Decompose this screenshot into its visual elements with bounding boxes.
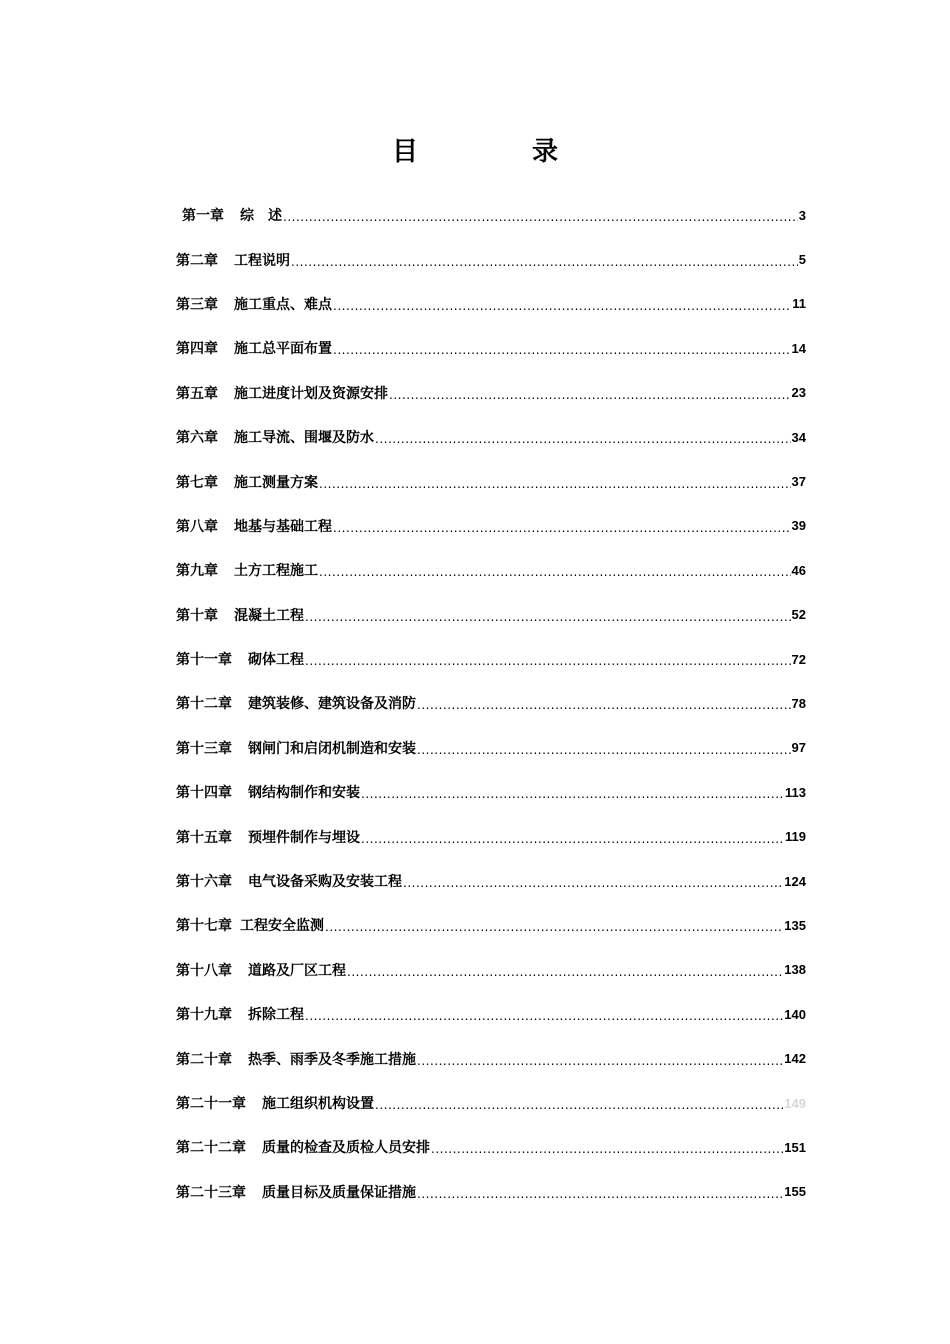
- toc-dot-leader: [305, 654, 791, 668]
- toc-chapter-title: 质量目标及质量保证措施: [262, 1184, 416, 1201]
- toc-page-number: 138: [784, 962, 806, 978]
- toc-chapter-number: 第十九章: [176, 1007, 232, 1024]
- toc-page-number: 39: [791, 518, 806, 534]
- toc-chapter-number: 第二章: [176, 252, 218, 269]
- toc-entry[interactable]: [176, 770, 806, 814]
- toc-list: [176, 193, 806, 1214]
- toc-dot-leader: [375, 432, 791, 446]
- toc-chapter-title: 施工总平面布置: [234, 341, 332, 358]
- toc-dot-leader: [389, 388, 791, 402]
- toc-page-number: 142: [784, 1051, 806, 1067]
- toc-page-number: 72: [791, 651, 806, 667]
- toc-entry[interactable]: [176, 371, 806, 415]
- toc-dot-leader: [417, 1187, 783, 1201]
- toc-dot-leader: [325, 920, 783, 934]
- toc-page-number: 151: [784, 1139, 806, 1155]
- toc-dot-leader: [319, 477, 791, 491]
- toc-dot-leader: [305, 610, 791, 624]
- toc-dot-leader: [333, 299, 791, 313]
- toc-chapter-number: 第二十二章: [176, 1140, 246, 1157]
- toc-dot-leader: [283, 210, 798, 224]
- toc-chapter-title: 建筑装修、建筑设备及消防: [248, 696, 416, 713]
- toc-entry[interactable]: [176, 282, 806, 326]
- toc-chapter-title: 质量的检查及质检人员安排: [262, 1140, 430, 1157]
- toc-entry[interactable]: [176, 504, 806, 548]
- toc-entry[interactable]: [176, 726, 806, 770]
- toc-page-number: 37: [791, 474, 806, 490]
- toc-chapter-number: 第四章: [176, 341, 218, 358]
- toc-chapter-title: 综 述: [240, 208, 282, 225]
- toc-chapter-title: 地基与基础工程: [234, 518, 332, 535]
- toc-page-number: 23: [791, 385, 806, 401]
- toc-page-number: 155: [784, 1184, 806, 1200]
- toc-chapter-number: 第六章: [176, 430, 218, 447]
- toc-entry[interactable]: [176, 237, 806, 281]
- toc-chapter-title: 拆除工程: [248, 1007, 304, 1024]
- toc-page-number: 46: [791, 562, 806, 578]
- toc-page-number: 149: [784, 1095, 806, 1111]
- toc-entry[interactable]: [176, 903, 806, 947]
- toc-dot-leader: [417, 743, 791, 757]
- toc-dot-leader: [417, 698, 791, 712]
- toc-entry[interactable]: [176, 992, 806, 1036]
- toc-entry[interactable]: [176, 681, 806, 725]
- toc-dot-leader: [361, 832, 784, 846]
- toc-chapter-number: 第十章: [176, 607, 218, 624]
- toc-page-number: 52: [791, 607, 806, 623]
- toc-entry[interactable]: [176, 948, 806, 992]
- toc-chapter-title: 土方工程施工: [234, 563, 318, 580]
- toc-dot-leader: [305, 1009, 783, 1023]
- toc-chapter-number: 第十四章: [176, 785, 232, 802]
- toc-chapter-number: 第九章: [176, 563, 218, 580]
- toc-chapter-title: 施工组织机构设置: [262, 1096, 374, 1112]
- toc-entry[interactable]: [176, 415, 806, 459]
- toc-page-number: 97: [791, 740, 806, 756]
- toc-chapter-number: 第十五章: [176, 829, 232, 846]
- toc-page-number: 113: [785, 784, 806, 800]
- toc-chapter-number: 第二十章: [176, 1051, 232, 1068]
- toc-entry[interactable]: [176, 326, 806, 370]
- toc-chapter-number: 第十七章: [176, 918, 232, 935]
- toc-dot-leader: [333, 343, 791, 357]
- toc-dot-leader: [291, 255, 798, 269]
- toc-entry[interactable]: [176, 1081, 806, 1125]
- toc-entry[interactable]: [176, 814, 806, 858]
- toc-chapter-title: 砌体工程: [248, 652, 304, 669]
- toc-chapter-number: 第十一章: [176, 652, 232, 669]
- toc-chapter-number: 第三章: [176, 296, 218, 313]
- toc-chapter-title: 钢闸门和启闭机制造和安装: [248, 740, 416, 757]
- toc-page-number: 14: [791, 340, 806, 356]
- toc-chapter-title: 工程说明: [234, 252, 290, 269]
- toc-dot-leader: [347, 965, 783, 979]
- toc-page-number: 135: [784, 917, 806, 933]
- toc-dot-leader: [375, 1098, 783, 1112]
- toc-chapter-number: 第十三章: [176, 740, 232, 757]
- toc-entry[interactable]: [176, 193, 806, 237]
- toc-chapter-title: 电气设备采购及安装工程: [248, 874, 402, 891]
- toc-page-number: 78: [791, 695, 806, 711]
- toc-chapter-number: 第二十三章: [176, 1184, 246, 1201]
- toc-entry[interactable]: [176, 593, 806, 637]
- toc-chapter-number: 第五章: [176, 385, 218, 402]
- toc-chapter-number: 第一章: [182, 208, 224, 225]
- toc-chapter-title: 施工导流、围堰及防水: [234, 430, 374, 447]
- toc-chapter-number: 第二十一章: [176, 1096, 246, 1112]
- toc-title: 目 录: [391, 137, 602, 167]
- toc-page-number: 124: [784, 873, 806, 889]
- toc-chapter-title: 施工测量方案: [234, 474, 318, 491]
- toc-chapter-title: 混凝土工程: [234, 607, 304, 624]
- toc-page-number: 140: [784, 1006, 806, 1022]
- toc-dot-leader: [333, 521, 791, 535]
- toc-entry[interactable]: [176, 1170, 806, 1214]
- toc-chapter-number: 第七章: [176, 474, 218, 491]
- toc-dot-leader: [403, 876, 783, 890]
- toc-chapter-number: 第十八章: [176, 962, 232, 979]
- toc-chapter-title: 预埋件制作与埋设: [248, 829, 360, 846]
- toc-dot-leader: [361, 787, 784, 801]
- toc-chapter-title: 道路及厂区工程: [248, 962, 346, 979]
- toc-chapter-title: 工程安全监测: [240, 918, 324, 935]
- toc-page-number: 34: [791, 429, 806, 445]
- toc-chapter-title: 施工重点、难点: [234, 296, 332, 313]
- toc-entry[interactable]: [176, 1036, 806, 1080]
- toc-chapter-title: 热季、雨季及冬季施工措施: [248, 1051, 416, 1068]
- toc-page-number: 11: [792, 296, 806, 312]
- toc-chapter-title: 施工进度计划及资源安排: [234, 385, 388, 402]
- toc-chapter-number: 第十六章: [176, 874, 232, 891]
- toc-dot-leader: [431, 1142, 783, 1156]
- toc-entry[interactable]: [176, 548, 806, 592]
- toc-chapter-number: 第十二章: [176, 696, 232, 713]
- toc-chapter-title: 钢结构制作和安装: [248, 785, 360, 802]
- toc-page-number: 119: [785, 829, 806, 845]
- toc-entry[interactable]: [176, 459, 806, 503]
- toc-page-number: 3: [798, 207, 806, 223]
- toc-chapter-number: 第八章: [176, 518, 218, 535]
- toc-entry[interactable]: [176, 859, 806, 903]
- toc-entry[interactable]: [176, 637, 806, 681]
- toc-dot-leader: [319, 565, 791, 579]
- toc-entry[interactable]: [176, 1125, 806, 1169]
- toc-page-number: 5: [798, 252, 806, 268]
- toc-dot-leader: [417, 1054, 783, 1068]
